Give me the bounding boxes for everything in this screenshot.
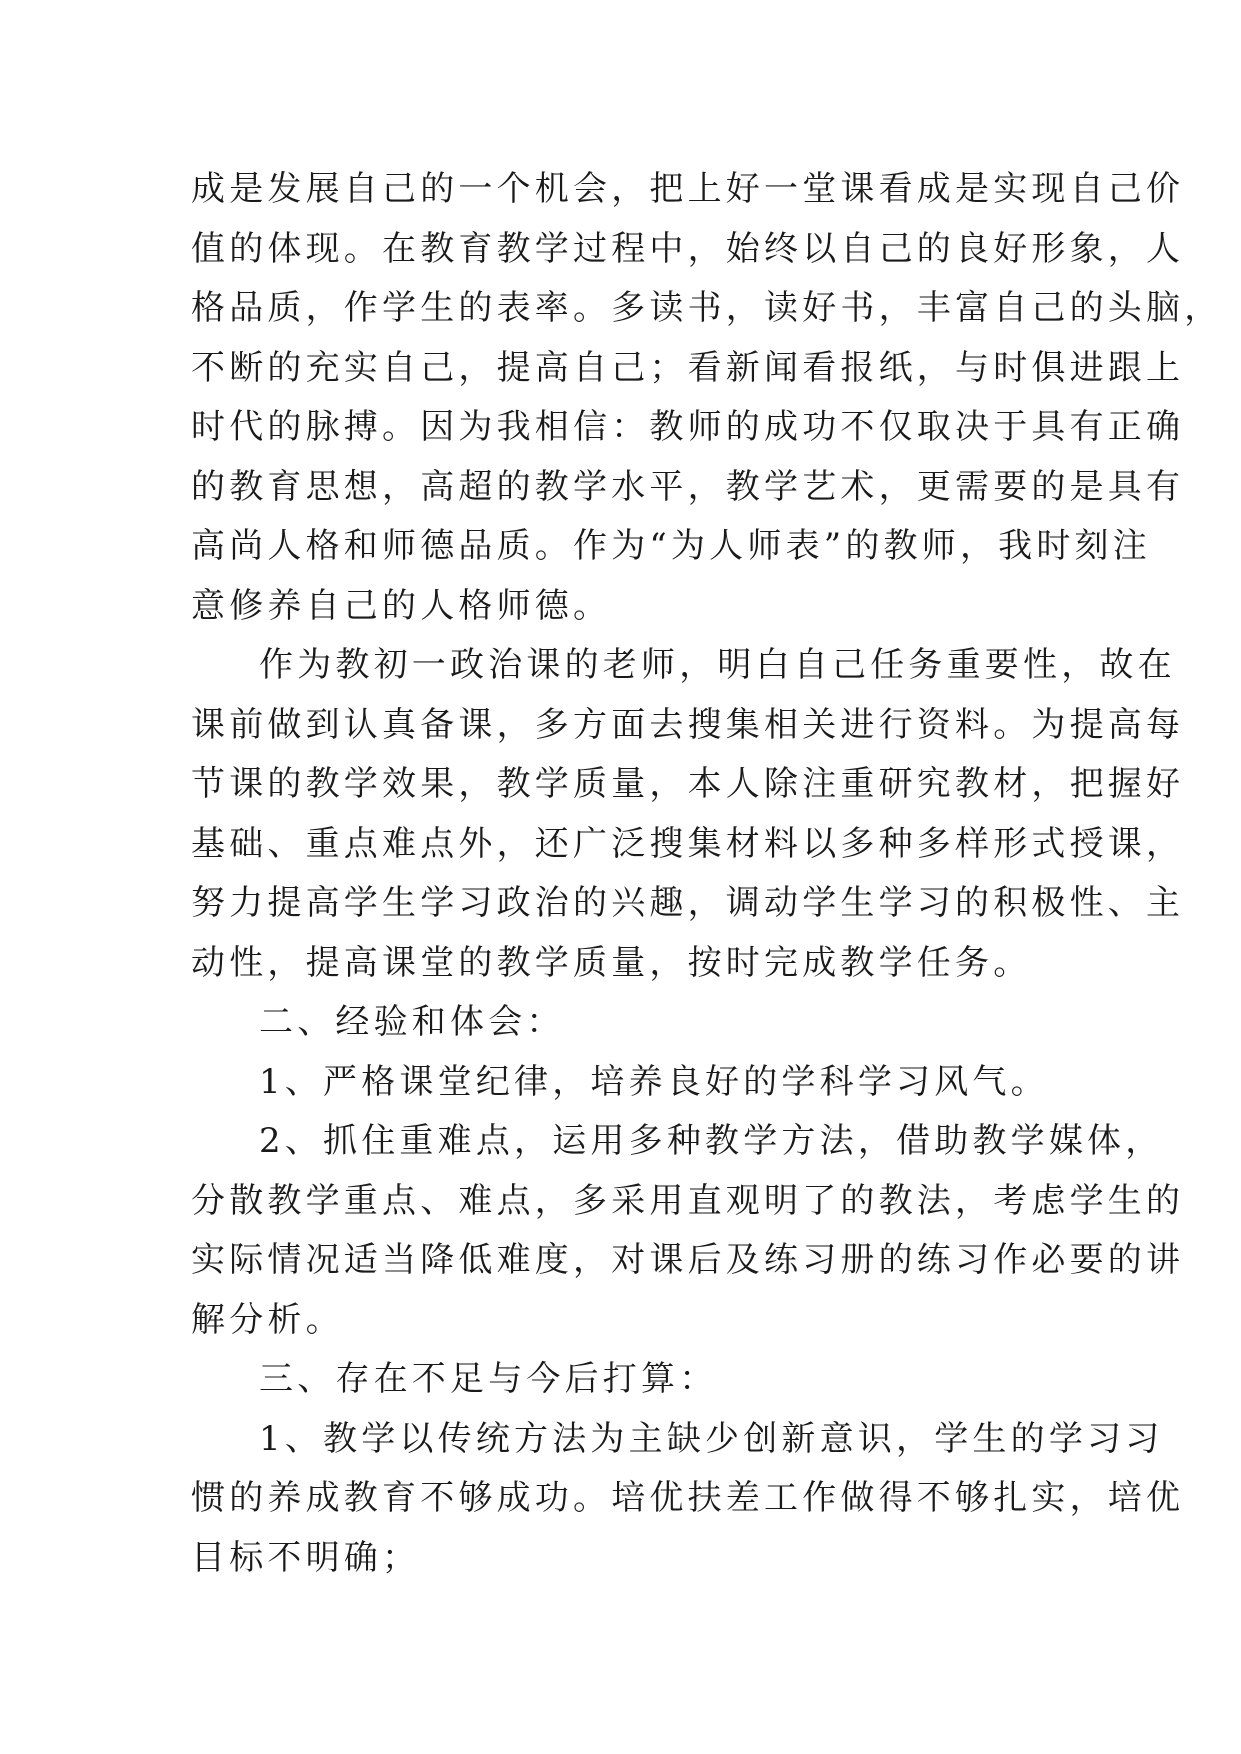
paragraph	[191, 993, 1053, 1053]
text-line: 解分析。	[191, 1299, 344, 1340]
paragraph	[191, 1410, 1185, 1589]
paragraph	[191, 160, 1223, 636]
text-line: 节课的教学效果，教学质量，本人除注重研究教材，把握好	[191, 764, 1185, 804]
text-line: 意修养自己的人格师德。	[191, 585, 612, 626]
text-line: 惯的养成教育不够成功。培优扶差工作做得不够扎实，培优	[191, 1478, 1185, 1518]
text-line: 二、经验和体会：	[259, 1002, 565, 1042]
text-line: 1、教学以传统方法为主缺少创新意识，学生的学习习	[259, 1418, 1164, 1459]
text-line: 努力提高学生学习政治的兴趣，调动学生学习的积极性、主	[191, 883, 1185, 923]
text-line: 实际情况适当降低难度，对课后及练习册的练习作必要的讲	[191, 1240, 1185, 1280]
text-line: 高尚人格和师德品质。作为“为人师表”的教师，我时刻注	[191, 526, 1151, 566]
text-line: 2、抓住重难点，运用多种教学方法，借助教学媒体，	[259, 1121, 1164, 1161]
text-line: 分散教学重点、难点，多采用直观明了的教法，考虑学生的	[191, 1180, 1185, 1221]
paragraph	[191, 636, 1185, 993]
text-line: 值的体现。在教育教学过程中，始终以自己的良好形象，人	[191, 228, 1185, 269]
text-line: 不断的充实自己，提高自己；看新闻看报纸，与时俱进跟上	[191, 347, 1185, 388]
text-line: 的教育思想，高超的教学水平，教学艺术，更需要的是具有	[191, 466, 1185, 507]
text-line: 目标不明确；	[191, 1537, 421, 1578]
text-line: 作为教初一政治课的老师，明白自己任务重要性，故在	[259, 645, 1176, 685]
paragraph	[191, 1053, 1053, 1113]
text-line: 时代的脉搏。因为我相信：教师的成功不仅取决于具有正确	[191, 407, 1185, 447]
text-line: 动性，提高课堂的教学质量，按时完成教学任务。	[191, 942, 1032, 983]
text-line: 基础、重点难点外，还广泛搜集材料以多种多样形式授课，	[191, 823, 1185, 864]
text-line: 课前做到认真备课，多方面去搜集相关进行资料。为提高每	[191, 704, 1185, 745]
paragraph	[191, 1112, 1185, 1350]
paragraph	[191, 1350, 1053, 1410]
text-line: 1、严格课堂纪律，培养良好的学科学习风气。	[259, 1061, 1049, 1102]
text-line: 成是发展自己的一个机会，把上好一堂课看成是实现自己价	[191, 169, 1185, 209]
document-body	[191, 160, 1223, 1588]
text-line: 三、存在不足与今后打算：	[259, 1359, 718, 1399]
text-line: 格品质，作学生的表率。多读书，读好书，丰富自己的头脑，	[191, 288, 1223, 328]
